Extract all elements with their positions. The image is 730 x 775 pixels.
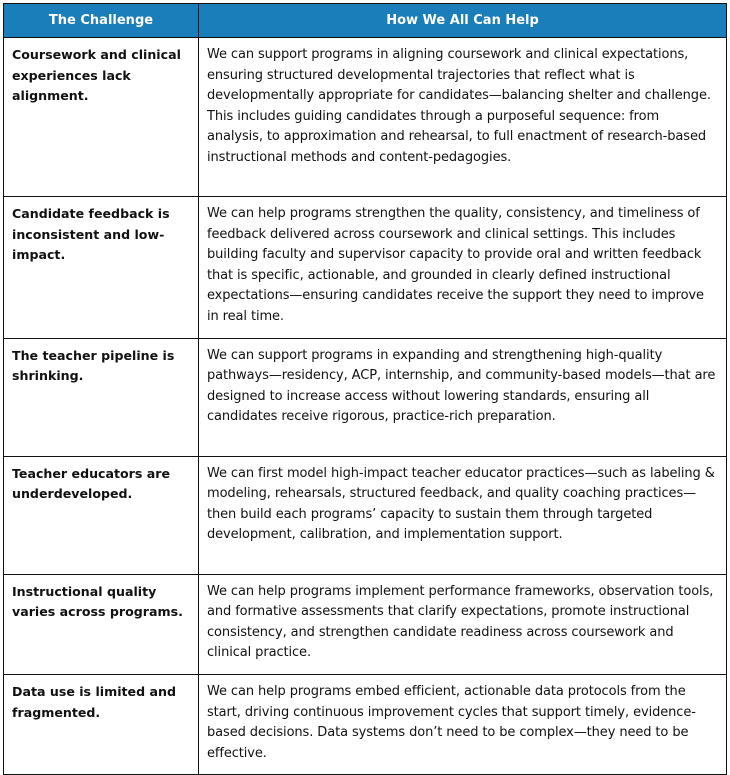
table-row bbox=[4, 674, 727, 774]
challenge-cell: The teacher pipeline is shrinking. bbox=[4, 338, 199, 456]
challenge-help-table bbox=[3, 3, 727, 775]
table-row bbox=[4, 574, 727, 674]
challenge-cell: Data use is limited and fragmented. bbox=[4, 674, 199, 774]
challenge-cell: Coursework and clinical experiences lack alignment. bbox=[4, 38, 199, 197]
challenge-cell: Instructional quality varies across programs. bbox=[4, 574, 199, 674]
header-challenge: The Challenge bbox=[4, 4, 199, 38]
challenge-cell: Teacher educators are underdeveloped. bbox=[4, 456, 199, 574]
header-row bbox=[4, 4, 727, 38]
help-cell: We can support programs in aligning coursework and clinical expectations, ensuring structured developmental trajectories that reflect what is developmentally appropriate for candidates—balancing shelter and challenge. This includes guiding candidates through a purposeful sequence: from analysis, to approximation and rehearsal, to full enactment of research-based instructional methods and content-pedagogies. bbox=[199, 38, 727, 197]
help-cell: We can first model high-impact teacher educator practices—such as labeling & modeling, rehearsals, structured feedback, and quality coaching practices—then build each programs’ capacity to sustain them through targeted development, calibration, and implementation support. bbox=[199, 456, 727, 574]
challenge-cell: Candidate feedback is inconsistent and low-impact. bbox=[4, 197, 199, 339]
help-cell: We can support programs in expanding and strengthening high-quality pathways—residency, ACP, internship, and community-based models—that are designed to increase access without lowering standards, ensuring all candidates receive rigorous, practice-rich preparation. bbox=[199, 338, 727, 456]
table-row bbox=[4, 197, 727, 339]
help-cell: We can help programs embed efficient, actionable data protocols from the start, driving continuous improvement cycles that support timely, evidence-based decisions. Data systems don’t need to be complex—they need to be effective. bbox=[199, 674, 727, 774]
table-row bbox=[4, 338, 727, 456]
help-cell: We can help programs strengthen the quality, consistency, and timeliness of feedback delivered across coursework and clinical settings. This includes building faculty and supervisor capacity to provide oral and written feedback that is specific, actionable, and grounded in clearly defined instructional expectations—ensuring candidates receive the support they need to improve in real time. bbox=[199, 197, 727, 339]
help-cell: We can help programs implement performance frameworks, observation tools, and formative assessments that clarify expectations, promote instructional consistency, and strengthen candidate readiness across coursework and clinical practice. bbox=[199, 574, 727, 674]
table-row bbox=[4, 456, 727, 574]
header-help: How We All Can Help bbox=[199, 4, 727, 38]
table-row bbox=[4, 38, 727, 197]
